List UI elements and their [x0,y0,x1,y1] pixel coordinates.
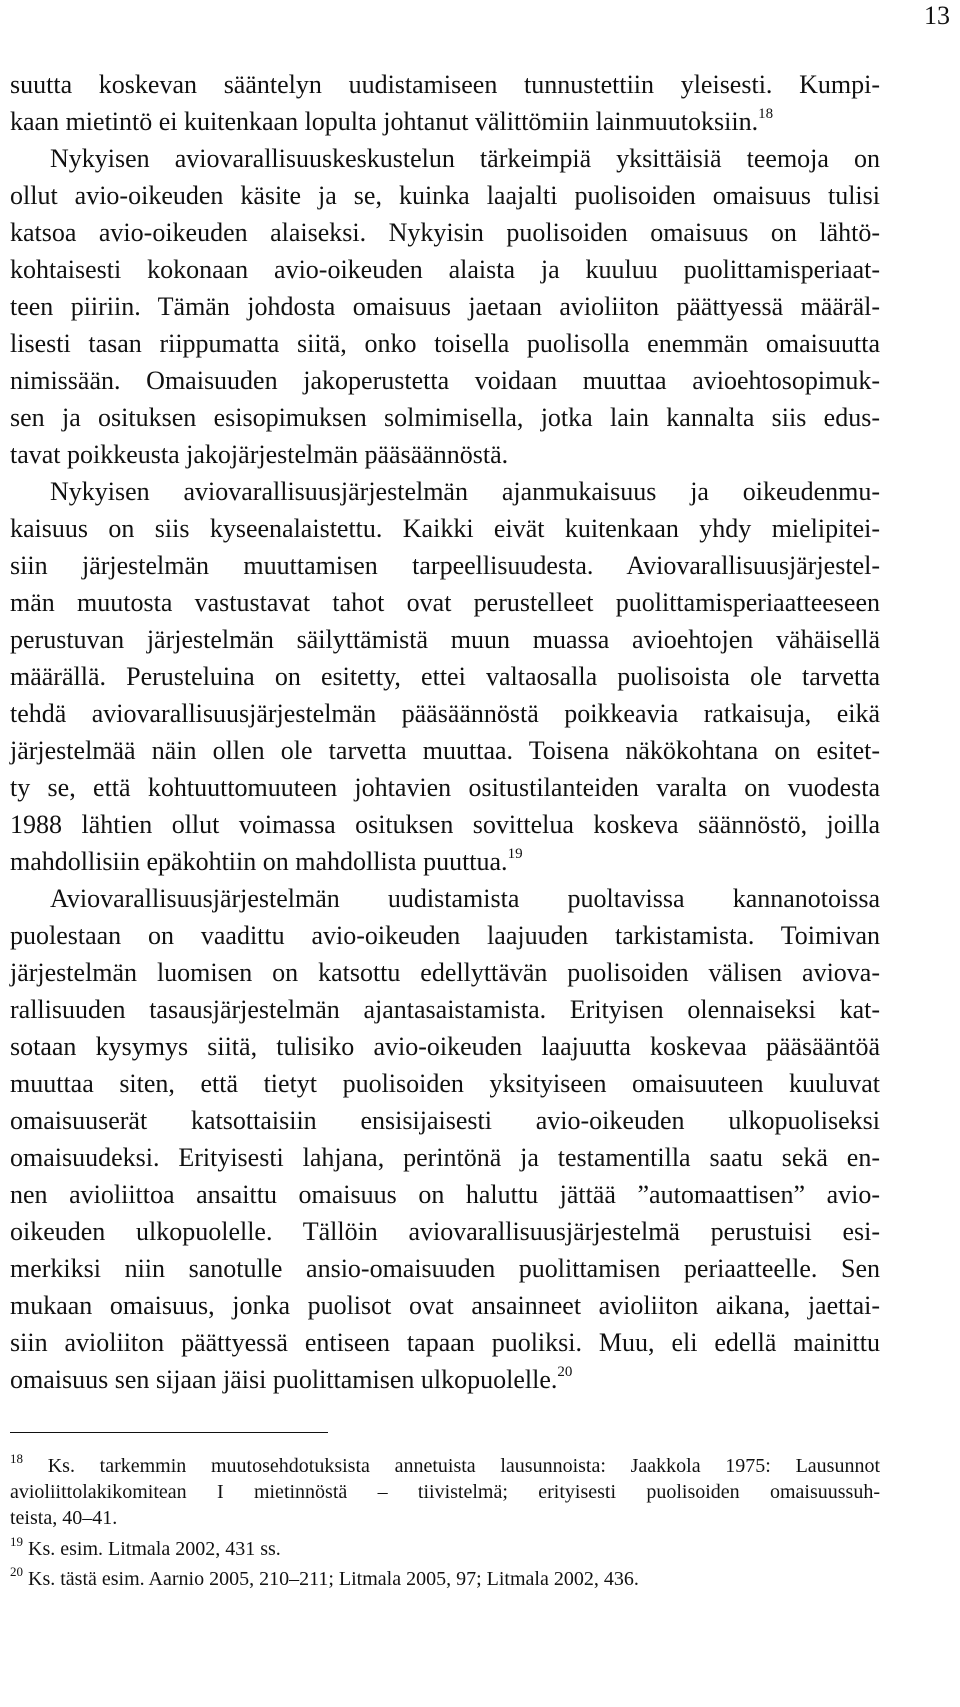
text-line: sotaan kysymys siitä, tulisiko avio-oikeuden laajuutta koskevaa pääsääntöä [10,1032,880,1061]
text-line: katsoa avio-oikeuden alaiseksi. Nykyisin puolisoiden omaisuus on lähtö- [10,218,880,247]
text-line: omaisuus sen sijaan jäisi puolittamisen ulkopuolelle.$^{20}$ [10,1364,573,1394]
text-line: siin avioliiton päättyessä entiseen tapaan puoliksi. Muu, eli edellä mainittu [10,1328,880,1357]
footnote-ref-19: 19 [507,846,523,862]
text-line: oikeuden ulkopuolelle. Tällöin aviovarallisuusjärjestelmä perustuisi esi- [10,1217,880,1246]
text-line: sen ja osituksen esisopimuksen solmimisella, jotka lain kannalta siis edus- [10,403,880,432]
text-line: rallisuuden tasausjärjestelmän ajantasaistamista. Erityisen olennaiseksi kat- [10,995,880,1024]
text-line: omaisuudeksi. Erityisesti lahjana, perintönä ja testamentilla saatu sekä en- [10,1143,880,1172]
text-line: tavat poikkeusta jakojärjestelmän pääsäännöstä. [10,440,509,469]
text-line: järjestelmän luomisen on katsottu edellyttävän puolisoiden välisen aviova- [10,958,880,987]
footnote-line: avioliittolakikomitean I mietinnöstä – tiivistelmä; erityisesti puolisoiden omaisuussuh- [10,1481,880,1503]
text-line: ty se, että kohtuuttomuuteen johtavien ositustilanteiden varalta on vuodesta [10,773,880,802]
text-line: tehdä aviovarallisuusjärjestelmän pääsäännöstä poikkeavia ratkaisuja, eikä [10,699,880,728]
text-line: kohtaisesti kokonaan avio-oikeuden alaista ja kuuluu puolittamisperiaat- [10,255,880,284]
footnote-separator [10,1432,328,1433]
text-line: mukaan omaisuus, jonka puolisot ovat ansainneet avioliiton aikana, jaettai- [10,1291,880,1320]
text-line: suutta koskevan sääntelyn uudistamiseen tunnustettiin yleisesti. Kumpi- [10,70,880,99]
page-number: 13 [924,1,950,30]
text-line: muuttaa siten, että tietyt puolisoiden yksityiseen omaisuuteen kuuluvat [10,1069,880,1098]
text-line: perustuvan järjestelmän säilyttämistä muun muassa avioehtojen vähäisellä [10,625,880,654]
footnote-20: $^{20}$ Ks. tästä esim. Aarnio 2005, 210–211; Litmala 2005, 97; Litmala 2002, 436. [10,1564,639,1590]
text-line: kaan mietintö ei kuitenkaan lopulta johtanut välittömiin lainmuutoksiin.$^{18}$ [10,106,774,136]
text-line: teen piiriin. Tämän johdosta omaisuus jaetaan avioliiton päättyessä määräl- [10,292,880,321]
text-line: kaisuus on siis kyseenalaistettu. Kaikki eivät kuitenkaan yhdy mielipitei- [10,514,880,543]
text-line: määrällä. Perusteluina on esitetty, ettei valtaosalla puolisoista ole tarvetta [10,662,880,691]
text-line: siin järjestelmän muuttamisen tarpeellisuudesta. Aviovarallisuusjärjestel- [10,551,880,580]
text-line: män muutosta vastustavat tahot ovat perustelleet puolittamisperiaatteeseen [10,588,880,617]
text-line: Aviovarallisuusjärjestelmän uudistamista puoltavissa kannanotoissa [50,884,880,913]
text-line: ollut avio-oikeuden käsite ja se, kuinka laajalti puolisoiden omaisuus tulisi [10,181,880,210]
text-line: merkiksi niin sanotulle ansio-omaisuuden puolittamisen periaatteelle. Sen [10,1254,880,1283]
footnote-ref-18: 18 [758,106,774,122]
text-line: Nykyisen aviovarallisuusjärjestelmän ajanmukaisuus ja oikeudenmu- [50,477,880,506]
text-line: omaisuuserät katsottaisiin ensisijaisesti avio-oikeuden ulkopuoliseksi [10,1106,880,1135]
footnote-marker: 19 [10,1534,23,1549]
text-line: järjestelmää näin ollen ole tarvetta muuttaa. Toisena näkökohtana on esitet- [10,736,880,765]
footnote-18: $^{18}$ Ks. tarkemmin muutosehdotuksista annetuista lausunnoista: Jaakkola 1975: Lausunnot [10,1451,880,1477]
text-line: mahdollisiin epäkohtiin on mahdollista puuttua.$^{19}$ [10,846,523,876]
text-line: Nykyisen aviovarallisuuskeskustelun tärkeimpiä yksittäisiä teemoja on [50,144,880,173]
text-line: puolestaan on vaadittu avio-oikeuden laajuuden tarkistamista. Toimivan [10,921,880,950]
footnote-19: $^{19}$ Ks. esim. Litmala 2002, 431 ss. [10,1534,281,1560]
text-line: nimissään. Omaisuuden jakoperustetta voidaan muuttaa avioehtosopimuk- [10,366,880,395]
footnote-marker: 18 [10,1451,23,1466]
text-line: lisesti tasan riippumatta siitä, onko toisella puolisolla enemmän omaisuutta [10,329,880,358]
footnote-marker: 20 [10,1564,23,1579]
text-line: nen avioliittoa ansaittu omaisuus on haluttu jättää ”automaattisen” avio- [10,1180,880,1209]
footnote-ref-20: 20 [557,1364,573,1380]
text-line: 1988 lähtien ollut voimassa osituksen sovittelua koskeva säännöstö, joilla [10,810,880,839]
footnote-line: teista, 40–41. [10,1507,118,1529]
